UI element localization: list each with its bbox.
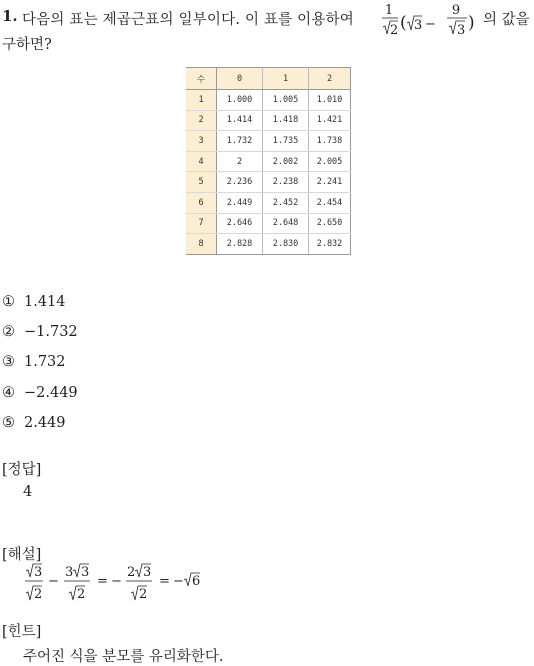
table-cell: 1.418 — [263, 110, 309, 131]
choice-3[interactable] — [2, 354, 66, 370]
svg-text:−: − — [111, 574, 122, 589]
question-text: 다음의 표는 제곱근표의 일부이다. 이 표를 이용하여 — [22, 12, 355, 28]
table-cell: 3 — [186, 131, 217, 152]
svg-text:=: = — [159, 574, 170, 589]
table-cell: 2.452 — [263, 192, 309, 213]
expr-numerator-2: 9 — [451, 3, 461, 18]
table-cell: 2.832 — [309, 234, 351, 255]
choice-2[interactable] — [2, 324, 78, 340]
table-header-cell: 0 — [217, 68, 263, 90]
svg-text:=: = — [97, 574, 108, 589]
expl-den-1: 2 — [34, 587, 43, 602]
explanation-formula — [24, 560, 224, 606]
expl-result: 6 — [192, 574, 201, 589]
choice-text: 1.414 — [24, 294, 66, 310]
table-cell: 1 — [186, 90, 217, 111]
answer-value: 4 — [23, 484, 33, 500]
table-row — [186, 234, 351, 255]
table-row — [186, 151, 351, 172]
table-cell: 2.828 — [217, 234, 263, 255]
table-cell: 8 — [186, 234, 217, 255]
expr-sqrt3: 3 — [414, 18, 423, 33]
table-row — [186, 172, 351, 193]
svg-text:): ) — [468, 13, 475, 33]
table-cell: 1.735 — [263, 131, 309, 152]
expr-denominator-2: 3 — [457, 23, 466, 38]
hint-text: 주어진 식을 분모를 유리화한다. — [23, 649, 224, 665]
table-header-cell: 수 — [186, 68, 217, 90]
expl-den-2: 2 — [77, 587, 86, 602]
expl-num-2: 3 — [81, 565, 90, 580]
table-cell: 2 — [217, 151, 263, 172]
table-cell: 1.738 — [309, 131, 351, 152]
question-text-line2: 구하면? — [2, 37, 52, 53]
answer-label: [정답] — [2, 462, 42, 478]
table-cell: 4 — [186, 151, 217, 172]
table-row — [186, 192, 351, 213]
choice-text: −1.732 — [24, 324, 78, 340]
table-row — [186, 90, 351, 111]
table-header-cell: 2 — [309, 68, 351, 90]
choice-marker: ② — [2, 324, 15, 340]
table-cell: 2 — [186, 110, 217, 131]
table-cell: 7 — [186, 213, 217, 234]
table-row — [186, 131, 351, 152]
choice-4[interactable] — [2, 385, 78, 401]
table-header-row — [186, 68, 351, 90]
choice-marker: ⑤ — [2, 415, 15, 431]
table-row — [186, 110, 351, 131]
expr-numerator: 1 — [384, 3, 394, 18]
expl-den-3: 2 — [139, 587, 148, 602]
table-cell: 1.414 — [217, 110, 263, 131]
table-cell: 1.000 — [217, 90, 263, 111]
table-cell: 2.005 — [309, 151, 351, 172]
expr-denominator: 2 — [390, 23, 399, 38]
table-cell: 1.732 — [217, 131, 263, 152]
choice-1[interactable] — [2, 294, 66, 310]
svg-text:(: ( — [400, 13, 407, 33]
table-cell: 5 — [186, 172, 217, 193]
choice-text: 1.732 — [24, 354, 66, 370]
table-cell: 2.648 — [263, 213, 309, 234]
table-row — [186, 213, 351, 234]
question-tail: 의 값을 — [483, 12, 530, 28]
choice-text: 2.449 — [24, 415, 66, 431]
table-cell: 1.010 — [309, 90, 351, 111]
choice-marker: ① — [2, 294, 15, 310]
svg-text:−: − — [425, 17, 436, 32]
table-cell: 1.005 — [263, 90, 309, 111]
table-cell: 2.454 — [309, 192, 351, 213]
expl-coef-2: 3 — [65, 565, 74, 580]
table-header-cell: 1 — [263, 68, 309, 90]
table-cell: 2.449 — [217, 192, 263, 213]
explanation-label: [해설] — [2, 547, 42, 563]
choice-text: −2.449 — [24, 385, 78, 401]
table-cell: 2.650 — [309, 213, 351, 234]
table-cell: 2.238 — [263, 172, 309, 193]
table-cell: 1.421 — [309, 110, 351, 131]
square-root-table — [186, 67, 351, 255]
table-cell: 2.830 — [263, 234, 309, 255]
expl-num-1: 3 — [34, 565, 43, 580]
choice-marker: ④ — [2, 385, 15, 401]
hint-label: [힌트] — [2, 624, 42, 640]
table-cell: 2.002 — [263, 151, 309, 172]
question-number: 1. — [2, 7, 18, 25]
svg-text:−: − — [173, 574, 184, 589]
expl-num-3: 3 — [143, 565, 152, 580]
choice-5[interactable] — [2, 415, 66, 431]
table-cell: 2.236 — [217, 172, 263, 193]
svg-text:−: − — [48, 574, 59, 589]
choice-marker: ③ — [2, 354, 15, 370]
expl-coef-3: 2 — [127, 565, 136, 580]
table-cell: 2.646 — [217, 213, 263, 234]
table-cell: 2.241 — [309, 172, 351, 193]
table-cell: 6 — [186, 192, 217, 213]
